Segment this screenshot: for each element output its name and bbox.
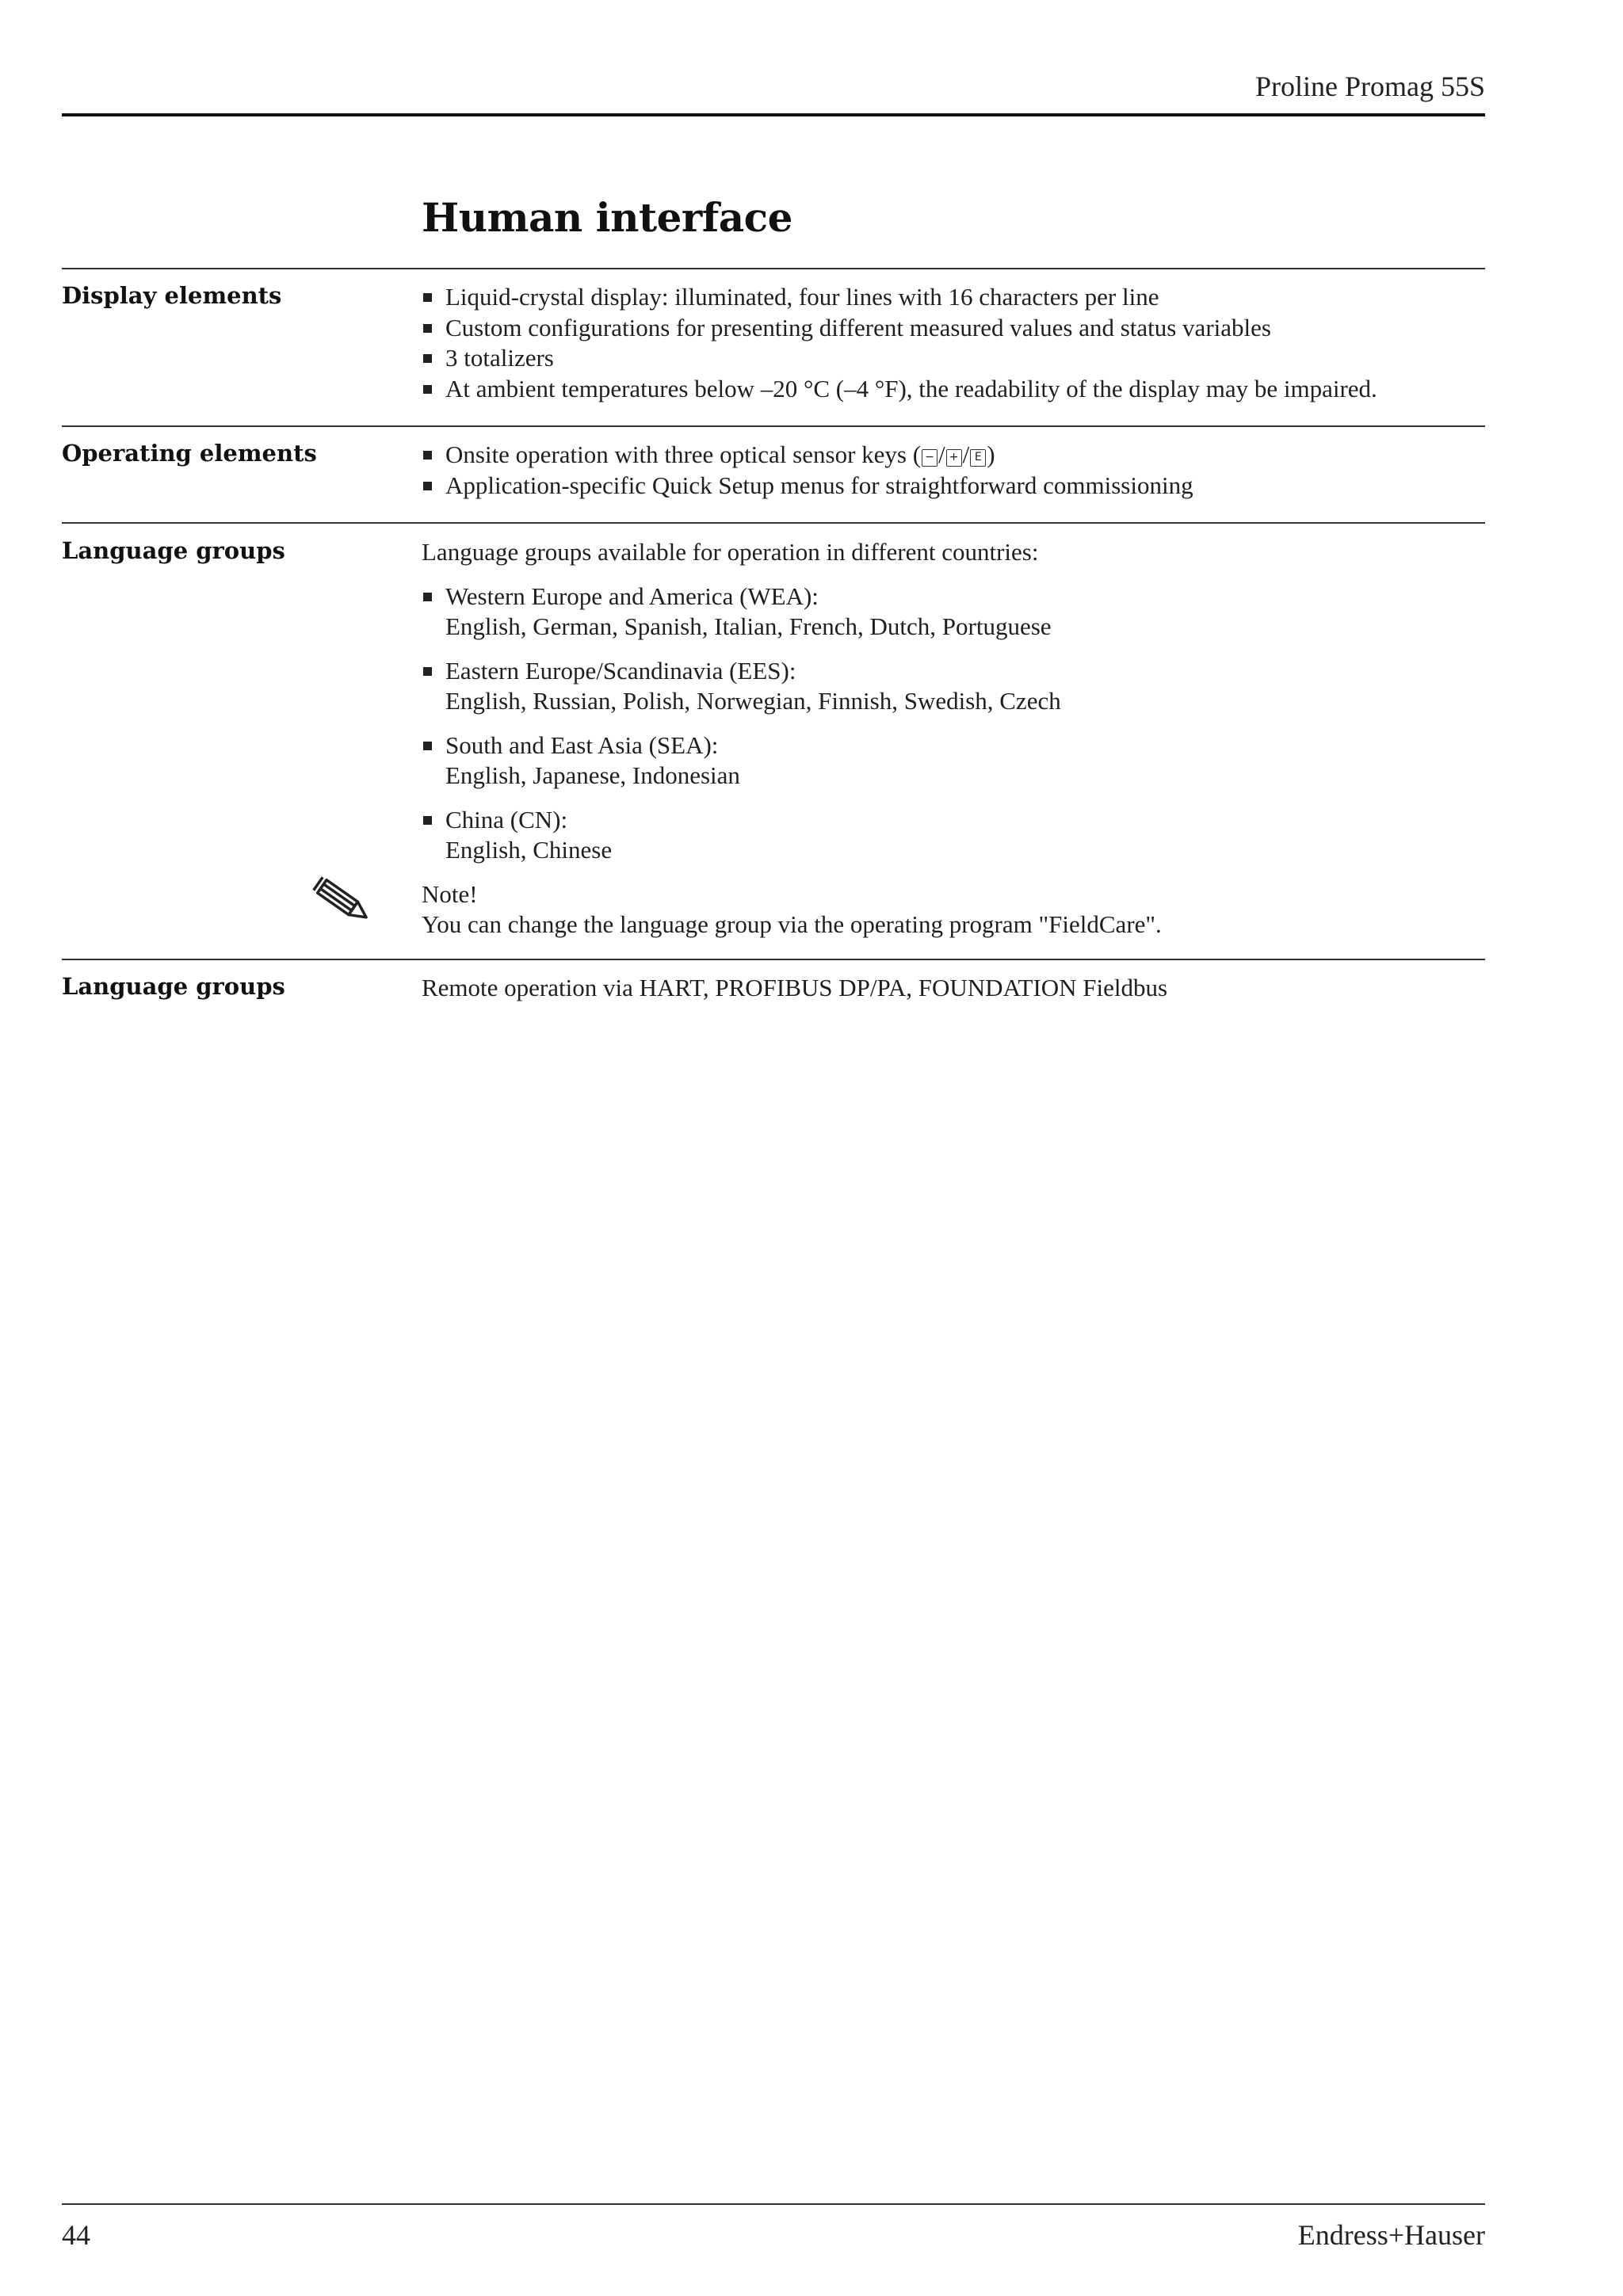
- page-title: Human interface: [422, 194, 792, 241]
- group-name: Western Europe and America (WEA):: [445, 582, 819, 610]
- operating-elements-list: [422, 440, 1485, 501]
- list-item: At ambient temperatures below –20 °C (–4 °F), the readability of the display may be impaired.: [422, 374, 1485, 405]
- note-block: [422, 879, 1485, 940]
- display-elements-label: Display elements: [62, 282, 282, 309]
- display-elements-list: [422, 282, 1485, 404]
- remote-operation-label: Language groups: [62, 973, 285, 1000]
- minus-key-icon: −: [922, 449, 938, 467]
- note-title: Note!: [422, 879, 478, 908]
- key-separator: /: [962, 441, 970, 468]
- list-item: [422, 582, 1485, 643]
- key-separator: /: [938, 441, 945, 468]
- header-rule: [62, 113, 1485, 116]
- note-text: You can change the language group via the operating program "FieldCare".: [422, 910, 1162, 938]
- list-item: Liquid-crystal display: illuminated, four lines with 16 characters per line: [422, 282, 1485, 313]
- group-name: Eastern Europe/Scandinavia (EES):: [445, 656, 796, 685]
- section-divider: [62, 425, 1485, 427]
- brand-footer: Endress+Hauser: [1297, 2219, 1485, 2251]
- group-languages: English, German, Spanish, Italian, French, Dutch, Portuguese: [445, 612, 1052, 640]
- list-item: 3 totalizers: [422, 343, 1485, 374]
- group-name: China (CN):: [445, 805, 568, 833]
- plus-key-icon: +: [946, 449, 962, 467]
- operating-elements-content: [422, 440, 1485, 501]
- running-header: Proline Promag 55S: [1254, 71, 1485, 102]
- list-item: Custom configurations for presenting different measured values and status variables: [422, 313, 1485, 344]
- group-languages: English, Russian, Polish, Norwegian, Finnish, Swedish, Czech: [445, 687, 1061, 715]
- footer-rule: [62, 2203, 1485, 2205]
- language-groups-content: [422, 537, 1485, 940]
- page-number: 44: [62, 2219, 90, 2251]
- list-item: [422, 656, 1485, 717]
- group-languages: English, Japanese, Indonesian: [445, 761, 740, 789]
- section-divider: [62, 959, 1485, 960]
- list-item: [422, 440, 1485, 471]
- language-groups-label: Language groups: [62, 537, 285, 564]
- display-elements-content: [422, 282, 1485, 404]
- language-groups-intro: Language groups available for operation in different countries:: [422, 538, 1039, 566]
- group-name: South and East Asia (SEA):: [445, 730, 719, 759]
- section-divider: [62, 268, 1485, 269]
- list-item: Application-specific Quick Setup menus for straightforward commissioning: [422, 471, 1485, 502]
- enter-key-icon: E: [970, 449, 986, 467]
- remote-operation-text: Remote operation via HART, PROFIBUS DP/PA, FOUNDATION Fieldbus: [422, 974, 1168, 1001]
- pencil-note-icon: [311, 875, 374, 928]
- group-languages: English, Chinese: [445, 836, 613, 864]
- sensor-keys-suffix: ): [987, 441, 995, 468]
- sensor-keys-text: Onsite operation with three optical sensor keys (: [445, 441, 922, 468]
- language-groups-list: [422, 582, 1485, 866]
- operating-elements-label: Operating elements: [62, 440, 317, 467]
- section-divider: [62, 522, 1485, 524]
- list-item: [422, 730, 1485, 791]
- list-item: [422, 805, 1485, 866]
